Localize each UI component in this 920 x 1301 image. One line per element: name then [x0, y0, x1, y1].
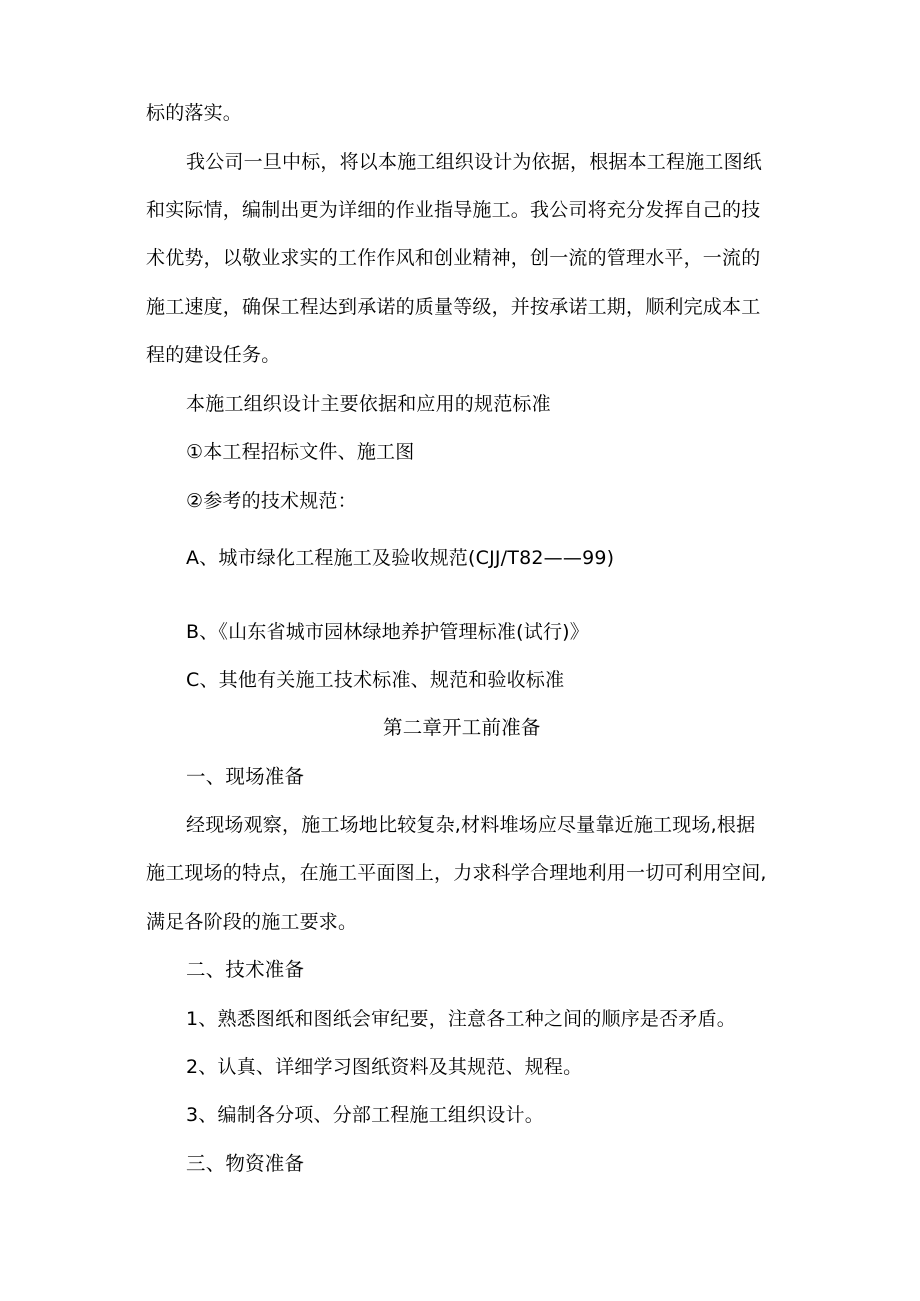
list-item: C、其他有关施工技术标准、规范和验收标准: [186, 669, 565, 691]
list-item: 3、编制各分项、分部工程施工组织设计。: [186, 1104, 544, 1126]
paragraph-line: 经现场观察，施工场地比较复杂,材料堆场应尽量靠近施工现场,根据: [186, 814, 756, 836]
paragraph-line: 我公司一旦中标，将以本施工组织设计为依据，根据本工程施工图纸: [186, 151, 763, 173]
paragraph-line: 施工速度，确保工程达到承诺的质量等级，并按承诺工期，顺利完成本工: [146, 296, 761, 318]
paragraph-line: 本施工组织设计主要依据和应用的规范标准: [186, 393, 551, 415]
paragraph-line: 术优势，以敬业求实的工作作风和创业精神，创一流的管理水平，一流的: [146, 247, 761, 269]
section-heading: 三、物资准备: [186, 1152, 305, 1175]
paragraph-line: 满足各阶段的施工要求。: [146, 911, 358, 933]
paragraph-line: 施工现场的特点，在施工平面图上，力求科学合理地利用一切可利用空间,: [146, 862, 767, 884]
list-item: A、城市绿化工程施工及验收规范(CJJ/T82——99): [186, 547, 615, 569]
paragraph-line: 和实际情，编制出更为详细的作业指导施工。我公司将充分发挥自己的技: [146, 199, 761, 221]
chapter-title: 第二章开工前准备: [383, 716, 541, 739]
list-item: 2、认真、详细学习图纸资料及其规范、规程。: [186, 1056, 583, 1078]
paragraph-line: 程的建设任务。: [146, 344, 281, 366]
list-item: ②参考的技术规范：: [186, 490, 357, 512]
list-item: 1、熟悉图纸和图纸会审纪要，注意各工种之间的顺序是否矛盾。: [186, 1008, 736, 1030]
list-item: B、《山东省城市园林绿地养护管理标准(试行)》: [186, 621, 589, 643]
section-heading: 二、技术准备: [186, 958, 305, 981]
list-item: ①本工程招标文件、施工图: [186, 441, 415, 463]
paragraph-line: 标的落实。: [146, 102, 243, 124]
section-heading: 一、现场准备: [186, 765, 305, 788]
